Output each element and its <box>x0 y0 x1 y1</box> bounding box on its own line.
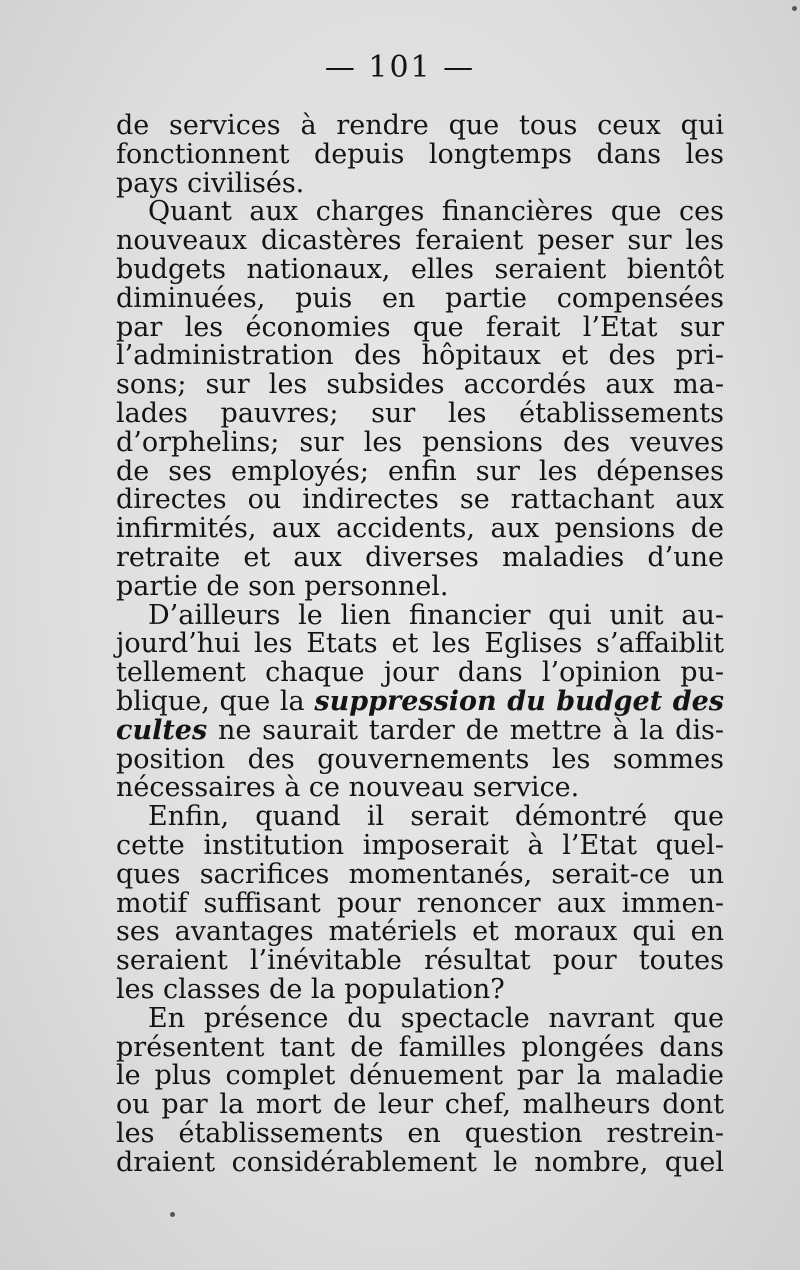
text-line <box>116 486 724 515</box>
text-line <box>116 570 724 602</box>
text-span: position des gouvernements les sommes <box>116 743 724 775</box>
text-line <box>116 803 724 832</box>
text-span: jourd’hui les Etats et les Eglises s’affaiblit <box>116 628 724 660</box>
text-span: sons; sur les subsides accordés aux ma- <box>116 369 724 401</box>
text-span: motif suffisant pour renoncer aux immen- <box>116 887 724 919</box>
text-span: d’orphelins; sur les pensions des veuves <box>116 426 724 458</box>
text-line <box>116 282 724 314</box>
text-line <box>116 342 724 371</box>
text-line <box>116 1002 724 1034</box>
text-span: tellement chaque jour dans l’opinion pu- <box>116 657 724 689</box>
text-span: retraite et aux diverses maladies d’une <box>116 541 724 573</box>
text-span: nouveaux dicastères feraient peser sur les <box>116 225 724 257</box>
text-span: de ses employés; enfin sur les dépenses <box>116 455 724 487</box>
text-span: par les économies que ferait l’Etat sur <box>116 311 724 343</box>
text-line <box>116 426 724 458</box>
text-line <box>116 947 724 976</box>
text-line <box>116 455 724 487</box>
text-line <box>116 774 724 803</box>
text-span: pays civilisés. <box>116 167 305 199</box>
text-line <box>116 887 724 919</box>
text-span: partie de son personnel. <box>116 570 449 602</box>
text-line <box>116 112 724 141</box>
text-line <box>116 138 724 170</box>
text-line <box>116 630 724 659</box>
text-span: ses avantages matériels et moraux qui en <box>116 916 724 948</box>
text-line <box>116 397 724 429</box>
text-span: l’administration des hôpitaux et des pri- <box>116 340 724 372</box>
text-span: ne saurait tarder de mettre à la dis- <box>207 714 724 746</box>
text-line <box>116 599 724 631</box>
text-line <box>116 311 724 343</box>
text-span: infirmités, aux accidents, aux pensions de <box>116 513 724 545</box>
text-span: directes ou indirectes se rattachant aux <box>116 484 724 516</box>
text-line <box>116 714 724 746</box>
text-line <box>116 1146 724 1178</box>
text-span: En présence du spectacle navrant que <box>148 1002 724 1034</box>
text-span: le plus complet dénuement par la maladie <box>116 1060 724 1092</box>
text-span: les classes de la population? <box>116 973 505 1005</box>
text-span: les établissements en question restrein- <box>116 1117 724 1149</box>
text-line <box>116 167 724 199</box>
text-span: draient considérablement le nombre, quel <box>116 1146 724 1178</box>
text-line <box>116 371 724 400</box>
text-span: fonctionnent depuis longtemps dans les <box>116 138 724 170</box>
text-line <box>116 1091 724 1120</box>
text-span: ques sacrifices momentanés, serait-ce un <box>116 858 724 890</box>
text-line <box>116 1117 724 1149</box>
text-span: D’ailleurs le lien financier qui unit au- <box>148 599 724 631</box>
text-span: cette institution imposerait à l’Etat quel- <box>116 829 724 861</box>
text-line <box>116 198 724 227</box>
text-span: blique, que la <box>116 685 315 717</box>
text-span: Enfin, quand il serait démontré que <box>148 801 724 833</box>
text-span: ou par la mort de leur chef, malheurs dont <box>116 1089 724 1121</box>
text-span: Quant aux charges financières que ces <box>148 196 724 228</box>
text-span: seraient l’inévitable résultat pour toutes <box>116 945 724 977</box>
text-span: budgets nationaux, elles seraient bientôt <box>116 253 724 285</box>
text-line <box>116 829 724 861</box>
text-line <box>116 541 724 573</box>
text-line <box>116 659 724 688</box>
text-span: de services à rendre que tous ceux qui <box>116 110 724 141</box>
print-speck <box>170 1212 175 1217</box>
text-span: nécessaires à ce nouveau service. <box>116 772 580 804</box>
text-span: lades pauvres; sur les établissements <box>116 397 724 429</box>
page-number-header: — 101 — <box>324 50 476 85</box>
italic-span: cultes <box>116 714 208 746</box>
text-line <box>116 227 724 256</box>
text-line <box>116 515 724 544</box>
text-line <box>116 253 724 285</box>
text-line <box>116 918 724 947</box>
body-text <box>116 112 724 1177</box>
text-line <box>116 685 724 717</box>
print-speck <box>792 6 797 11</box>
text-line <box>116 973 724 1005</box>
text-span: diminuées, puis en partie compensées <box>116 282 724 314</box>
text-line <box>116 743 724 775</box>
text-line <box>116 1062 724 1091</box>
text-line <box>116 858 724 890</box>
italic-span: suppression du budget des <box>314 685 724 717</box>
text-line <box>116 1031 724 1063</box>
text-span: présentent tant de familles plongées dans <box>116 1031 724 1063</box>
